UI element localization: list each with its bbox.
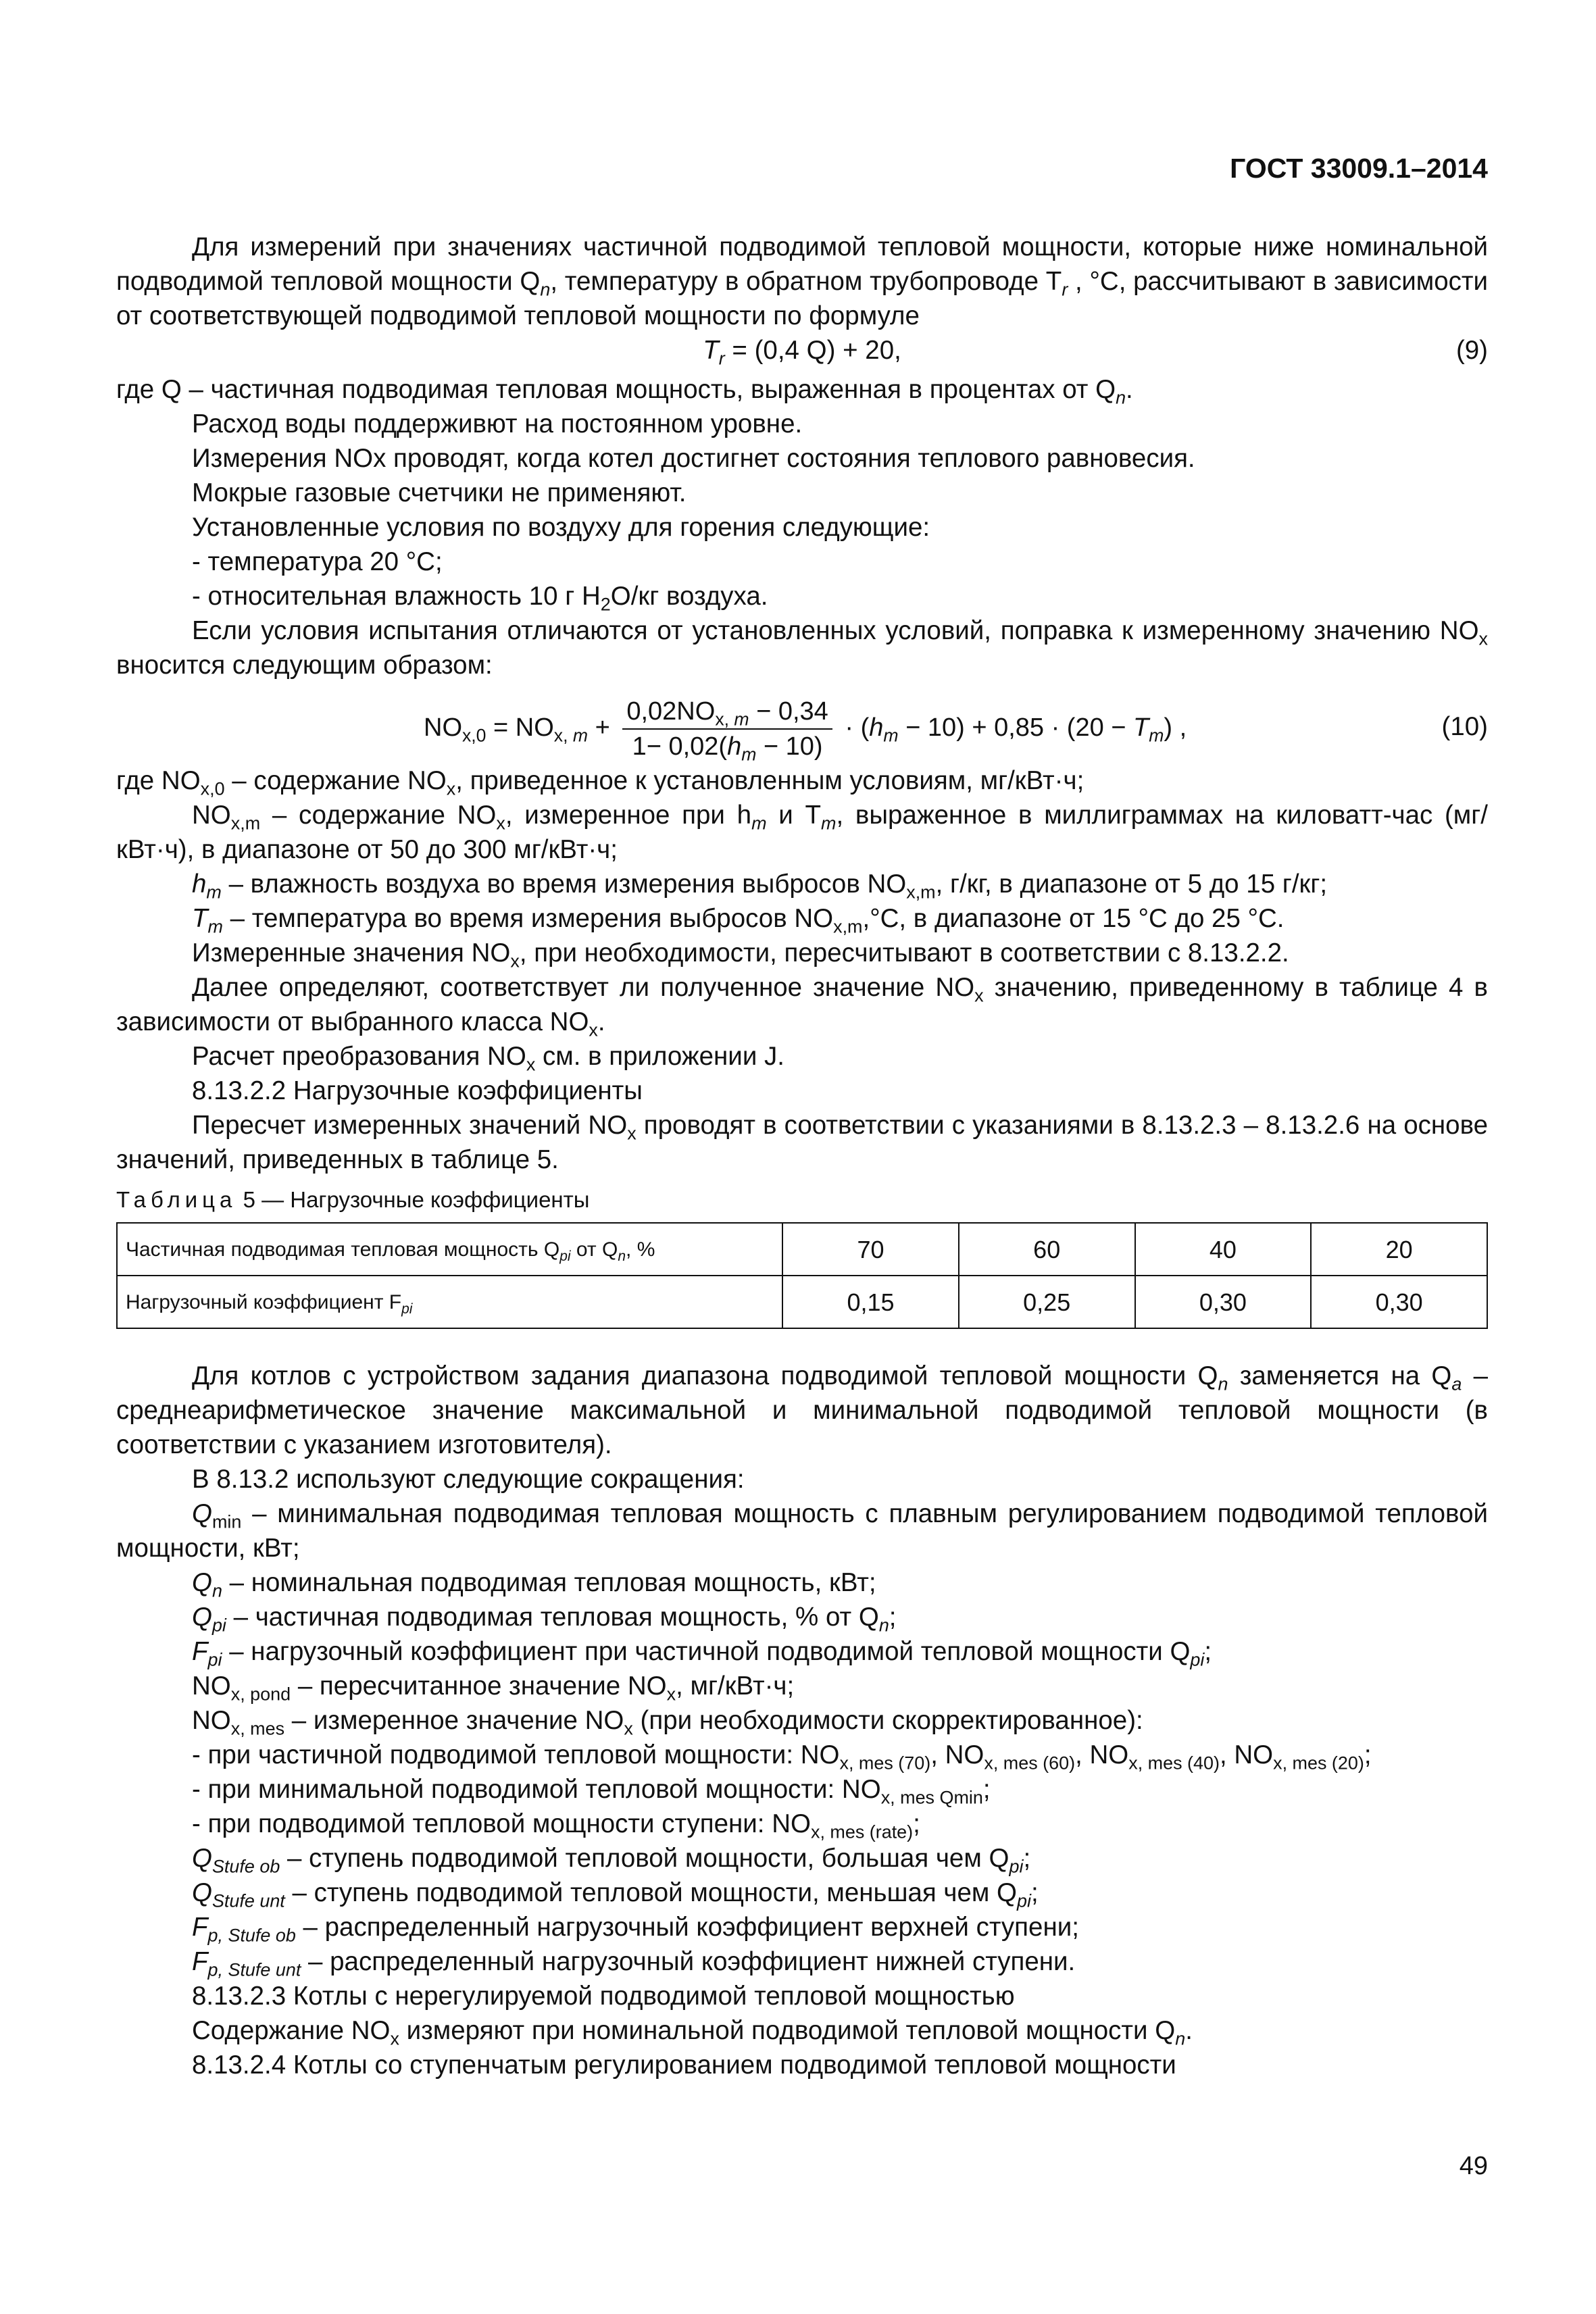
- list-item: - при минимальной подводимой тепловой мощности: $NO_{x, mes Qmin}$;: [192, 1775, 991, 1808]
- table-cell: Частичная подводимая тепловая мощность $Q_{pi}$ от $Q_n$, %: [117, 1223, 782, 1276]
- table-caption: Таблица 5 — Нагрузочные коэффициенты: [116, 1187, 590, 1212]
- table-cell: 0,30: [1135, 1276, 1312, 1328]
- formula-10: $NO_{x,0} = NO_{x, m}$ + $\frac{0,02NO_{x, m} - 0,34}{1- 0,02(h_m - 10)}$ · $(h_m - 10) + 0,85 \cdot (20 - T_m)$ , (10): [424, 697, 1488, 765]
- text-line: Пересчет измеренных значений $NO_x$ проводят в соответствии с указаниями в 8.13.2.3 – 8.13.2.6 на основе значений, приведенных в таблице 5.: [116, 1111, 1489, 1174]
- table-cell: 70: [782, 1223, 959, 1276]
- text-line: Измерения NOx проводят, когда котел достигнет состояния теплового равновесия.: [192, 444, 1195, 473]
- abbrev-item: $F_{pi}$ – нагрузочный коэффициент при частичной подводимой тепловой мощности $Q_{pi}$;: [192, 1637, 1212, 1670]
- text-line: Далее определяют, соответствует ли полученное значение $NO_x$ значению, приведенному в таблице 4 в зависимости от выбранного класса $NO_x$.: [116, 973, 1488, 1040]
- formula-number: (9): [1455, 336, 1488, 365]
- text-line: Измеренные значения $NO_x$, при необходимости, пересчитывают в соответствии с 8.13.2.2.: [192, 938, 1289, 972]
- document-body: [116, 230, 1488, 2082]
- abbrev-item: $Q_n$ – номинальная подводимая тепловая мощность, кВт;: [192, 1568, 876, 1601]
- abbrev-item: $F_{p, Stufe unt}$ – распределенный нагрузочный коэффициент нижней ступени.: [192, 1947, 1076, 1980]
- section-heading: 8.13.2.3 Котлы с нерегулируемой подводимой тепловой мощностью: [192, 1982, 1015, 2011]
- section-heading: 8.13.2.2 Нагрузочные коэффициенты: [192, 1076, 643, 1105]
- table-row: [117, 1276, 1487, 1328]
- text-line: В 8.13.2 используют следующие сокращения:: [192, 1465, 745, 1494]
- text-line: Содержание $NO_x$ измеряют при номинальной подводимой тепловой мощности $Q_n$.: [192, 2016, 1193, 2049]
- where-nox0: где $NO_{x,0}$ – содержание $NO_x$, приведенное к установленным условиям, мг/кВт·ч;: [116, 766, 1084, 799]
- table-cell: 60: [959, 1223, 1135, 1276]
- table-cell: 40: [1135, 1223, 1312, 1276]
- abbrev-item: $Q_{pi}$ – частичная подводимая тепловая мощность, % от $Q_n$;: [192, 1603, 897, 1636]
- where-hm: $h_m$ – влажность воздуха во время измерения выбросов $NO_{x,m}$, г/кг, в диапазоне от 5 до 15 г/кг;: [192, 870, 1328, 903]
- where-tm: $T_m$ – температура во время измерения выбросов $NO_{x,m},^\circ C$, в диапазоне от 15 °C до 25 °C.: [192, 904, 1285, 937]
- table-row: [117, 1223, 1487, 1276]
- text-line: Установленные условия по воздуху для горения следующие:: [192, 513, 930, 542]
- text-line: Расход воды поддерживют на постоянном уровне.: [192, 409, 803, 438]
- table-cell: 0,25: [959, 1276, 1135, 1328]
- table-cell: 0,30: [1311, 1276, 1487, 1328]
- paragraph-range: Для котлов с устройством задания диапазона подводимой тепловой мощности $Q_n$ заменяется на $Q_a$ – среднеарифметическое значение максимальной и минимальной подводимой тепловой мощности (в соответствии с указанием изготовителя).: [116, 1361, 1489, 1459]
- list-item: - при подводимой тепловой мощности ступени: $NO_{x, mes (rate)}$;: [192, 1809, 920, 1842]
- load-factors-table: [116, 1222, 1488, 1329]
- abbrev-item: $Q_{Stufe unt}$ – ступень подводимой тепловой мощности, меньшая чем $Q_{pi}$;: [192, 1878, 1039, 1911]
- table-cell: 20: [1311, 1223, 1487, 1276]
- paragraph-correction: Если условия испытания отличаются от установленных условий, поправка к измеренному значению $NO_x$ вносится следующим образом:: [116, 616, 1488, 680]
- list-item: - относительная влажность 10 г $H_2O/кг$ воздуха.: [192, 582, 768, 615]
- document-id: ГОСТ 33009.1–2014: [1230, 153, 1488, 184]
- table-cell: 0,15: [782, 1276, 959, 1328]
- section-heading: 8.13.2.4 Котлы со ступенчатым регулированием подводимой тепловой мощности: [192, 2051, 1176, 2080]
- paragraph-intro: Для измерений при значениях частичной подводимой тепловой мощности, которые ниже номинальной подводимой тепловой мощности $Q_n$, температуру в обратном трубопроводе $T_r$ , °C, рассчитывают в зависимости от соответствующей подводимой тепловой мощности по формуле: [116, 232, 1489, 330]
- abbrev-item: $F_{p, Stufe ob}$ – распределенный нагрузочный коэффициент верхней ступени;: [192, 1913, 1079, 1946]
- where-q: где Q – частичная подводимая тепловая мощность, выраженная в процентах от $Q_n$.: [116, 375, 1133, 408]
- text-line: Мокрые газовые счетчики не применяют.: [192, 478, 687, 507]
- list-item: - при частичной подводимой тепловой мощности: $NO_{x, mes (70)}$, $NO_{x, mes (60)}$, $NO_{x, mes (40)}$, $NO_{x, mes (20)}$;: [192, 1740, 1372, 1774]
- abbrev-item: $Q_{min}$ – минимальная подводимая тепловая мощность с плавным регулированием подводимой тепловой мощности, кВт;: [116, 1499, 1488, 1563]
- table-cell: Нагрузочный коэффициент $F_{pi}$: [117, 1276, 782, 1328]
- abbrev-item: $Q_{Stufe ob}$ – ступень подводимой тепловой мощности, большая чем $Q_{pi}$;: [192, 1844, 1031, 1877]
- abbrev-item: $NO_{x, pond}$ – пересчитанное значение $NO_x$, мг/кВт·ч;: [192, 1671, 795, 1705]
- text-line: Расчет преобразования $NO_x$ см. в приложении J.: [192, 1042, 784, 1075]
- where-noxm: $NO_{x,m}$ – содержание $NO_x$, измеренное при $h_m$ и $T_m$, выраженное в миллиграммах на киловатт-час (мг/кВт·ч), в диапазоне от 50 до 300 мг/кВт·ч;: [116, 801, 1489, 864]
- list-item: - температура 20 °C;: [192, 547, 443, 576]
- formula-number: (10): [1441, 712, 1488, 741]
- page-number: 49: [1459, 2152, 1488, 2180]
- abbrev-item: $NO_{x, mes}$ – измеренное значение $NO_x$ (при необходимости скорректированное):: [192, 1706, 1143, 1739]
- formula-9: $T_r = (0,4$ Q) + 20, (9): [116, 333, 1488, 372]
